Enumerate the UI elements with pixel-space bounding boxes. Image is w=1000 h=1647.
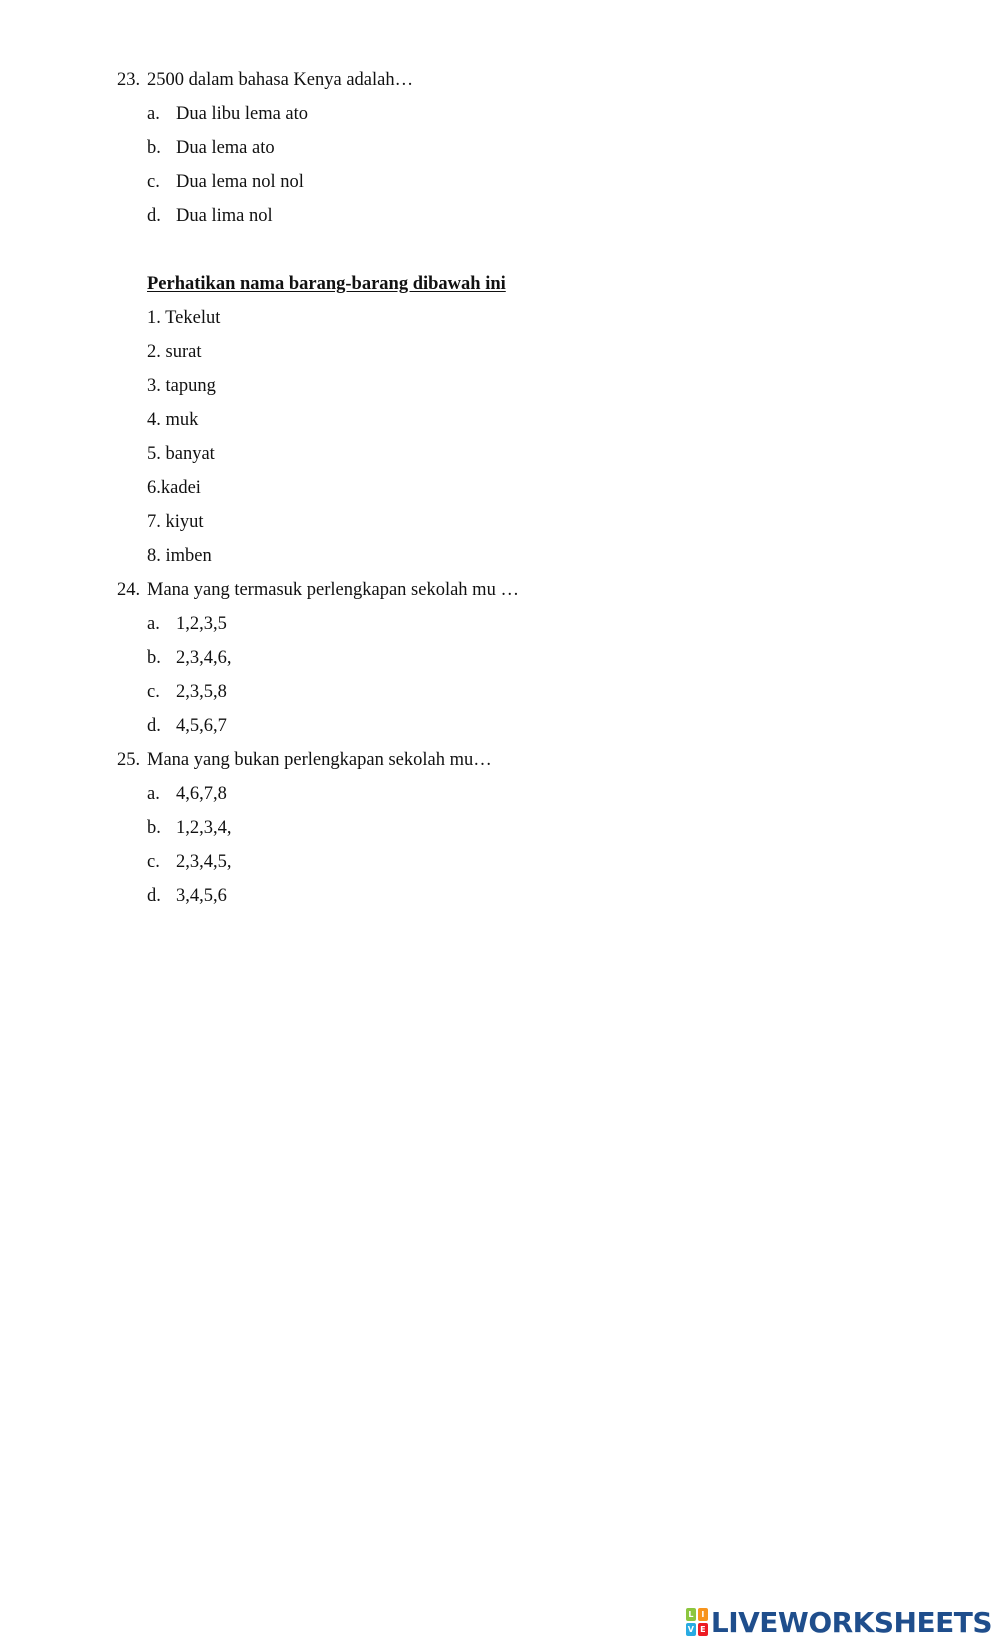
option-text: 2,3,5,8: [176, 682, 227, 702]
item-text: 3. tapung: [147, 376, 216, 396]
option-letter: c.: [147, 682, 160, 702]
option-letter: b.: [147, 138, 161, 158]
liveworksheets-logo: [686, 1605, 992, 1639]
option-letter: c.: [147, 852, 160, 872]
question-text: Mana yang termasuk perlengkapan sekolah mu …: [147, 580, 519, 600]
item-text: 4. muk: [147, 410, 199, 430]
question-text: Mana yang bukan perlengkapan sekolah mu…: [147, 750, 492, 770]
option-letter: a.: [147, 104, 160, 124]
option-letter: d.: [147, 716, 161, 736]
option-text: 4,6,7,8: [176, 784, 227, 804]
option-letter: c.: [147, 172, 160, 192]
option-letter: b.: [147, 818, 161, 838]
option-letter: d.: [147, 206, 161, 226]
option-text: 1,2,3,5: [176, 614, 227, 634]
item-text: 6.kadei: [147, 478, 201, 498]
option-letter: d.: [147, 886, 161, 906]
items-heading: Perhatikan nama barang-barang dibawah ini: [147, 274, 506, 294]
question-text: 2500 dalam bahasa Kenya adalah…: [147, 70, 414, 90]
option-letter: b.: [147, 648, 161, 668]
item-text: 7. kiyut: [147, 512, 204, 532]
option-letter: a.: [147, 614, 160, 634]
logo-mark-letter: V: [687, 1625, 694, 1634]
question-number: 25.: [117, 750, 141, 770]
item-text: 5. banyat: [147, 444, 215, 464]
option-text: Dua lima nol: [176, 206, 273, 226]
option-text: 2,3,4,6,: [176, 648, 232, 668]
logo-mark-letter: E: [698, 1623, 708, 1636]
logo-mark-icon: [686, 1608, 708, 1636]
option-text: Dua libu lema ato: [176, 104, 309, 124]
option-text: Dua lema ato: [176, 138, 275, 158]
option-letter: a.: [147, 784, 160, 804]
question-number: 23.: [117, 70, 141, 90]
option-text: Dua lema nol nol: [176, 172, 304, 192]
option-text: 2,3,4,5,: [176, 852, 232, 872]
question-number: 24.: [117, 580, 141, 600]
item-text: 1. Tekelut: [147, 308, 221, 328]
item-text: 8. imben: [147, 546, 212, 566]
option-text: 1,2,3,4,: [176, 818, 232, 838]
logo-mark-letter: L: [686, 1608, 696, 1621]
option-text: 3,4,5,6: [176, 886, 227, 906]
logo-mark-letter: I: [698, 1608, 708, 1621]
option-text: 4,5,6,7: [176, 716, 227, 736]
item-text: 2. surat: [147, 342, 202, 362]
logo-text: LIVEWORKSHEETS: [710, 1605, 992, 1639]
